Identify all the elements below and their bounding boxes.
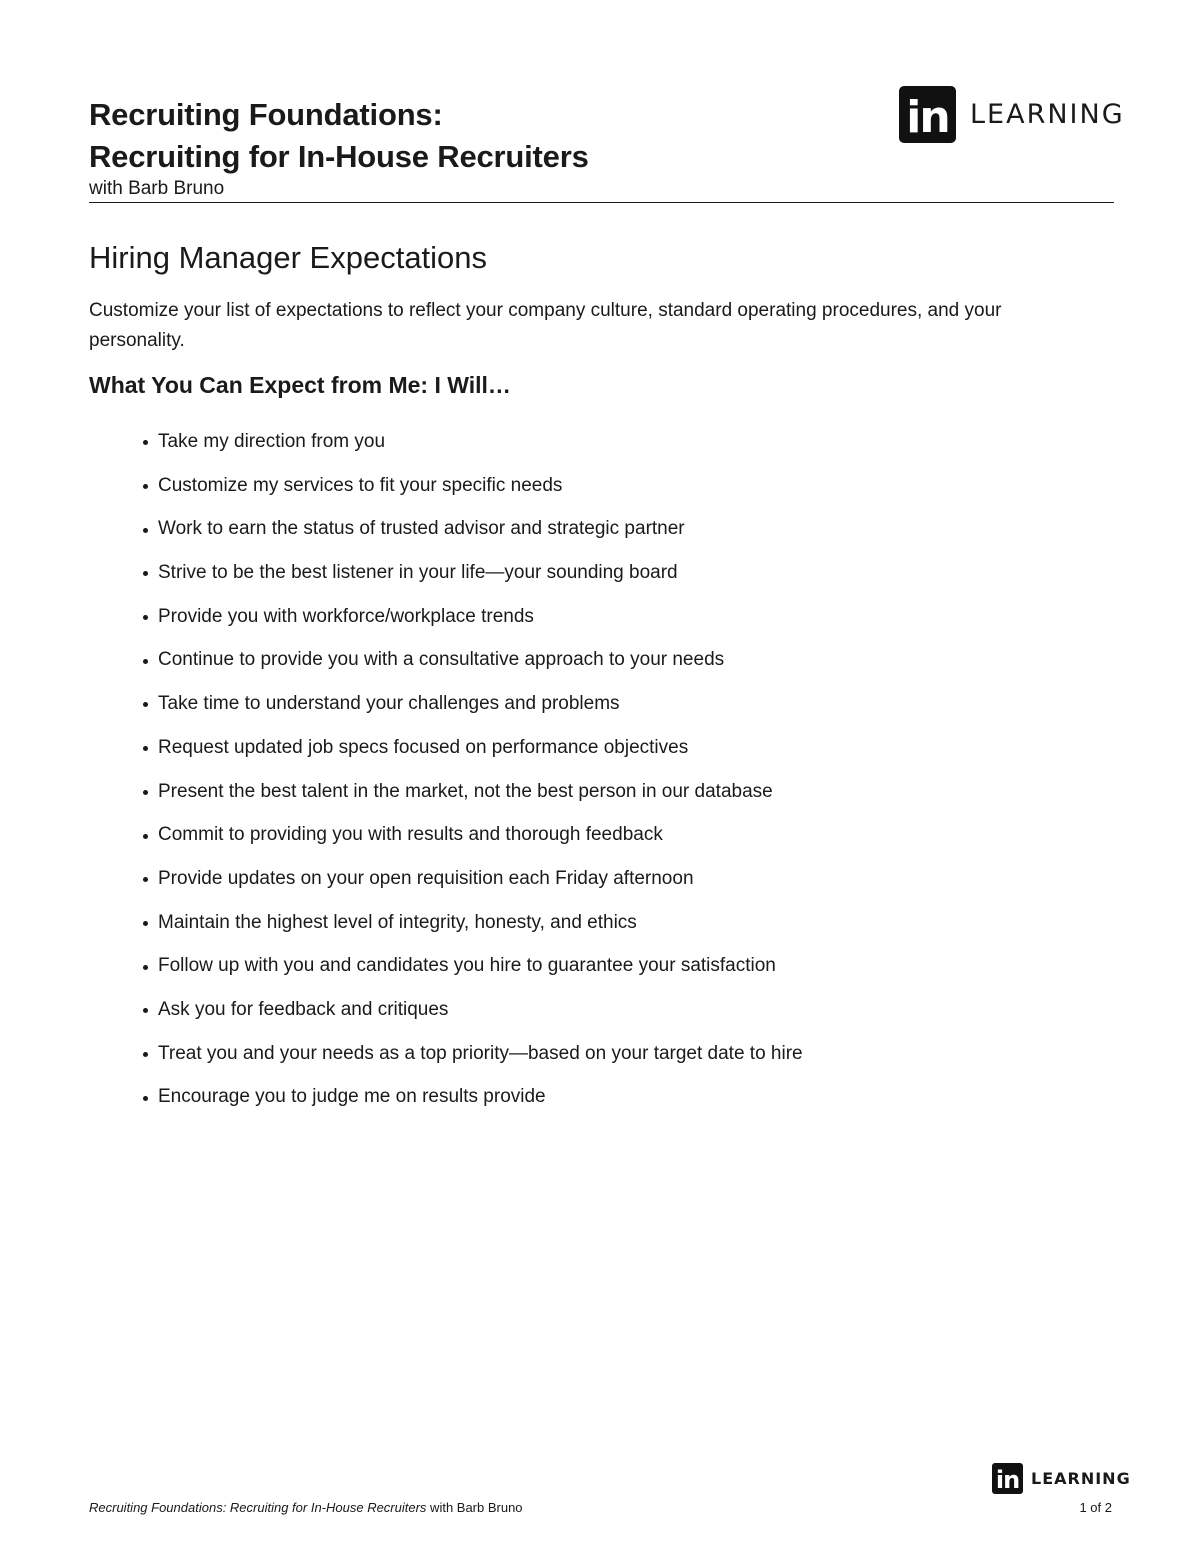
list-item-text: Follow up with you and candidates you hire to guarantee your satisfaction: [158, 955, 776, 977]
list-item: [143, 857, 803, 901]
list-item: [143, 901, 803, 945]
list-item-text: Provide you with workforce/workplace trends: [158, 605, 534, 627]
instructor-name: with Barb Bruno: [89, 178, 225, 199]
bullet-icon: [143, 746, 148, 751]
footer-logo: [992, 1463, 1131, 1494]
list-item-text: Work to earn the status of trusted advisor and strategic partner: [158, 518, 685, 540]
list-item-text: Take time to understand your challenges and problems: [158, 693, 620, 715]
course-title-line2: Recruiting for In-House Recruiters: [89, 139, 589, 174]
bullet-icon: [143, 1008, 148, 1013]
intro-paragraph: Customize your list of expectations to reflect your company culture, standard operating procedures, and your personality.: [89, 300, 1002, 351]
bullet-icon: [143, 921, 148, 926]
bullet-icon: [143, 702, 148, 707]
list-item: [143, 944, 803, 988]
footer-instructor: with Barb Bruno: [426, 1500, 523, 1515]
bullet-icon: [143, 484, 148, 489]
course-title-line1: Recruiting Foundations:: [89, 97, 443, 132]
list-item-text: Customize my services to fit your specific needs: [158, 474, 563, 496]
bullet-icon: [143, 528, 148, 533]
list-item: [143, 507, 803, 551]
linkedin-icon: [992, 1463, 1023, 1494]
bullet-icon: [143, 615, 148, 620]
footer-brand-word: LEARNING: [1031, 1469, 1131, 1488]
bullet-icon: [143, 877, 148, 882]
logo-text: in: [906, 92, 949, 143]
expectations-list: [143, 420, 803, 1119]
bullet-icon: [143, 1052, 148, 1057]
footer-logo-text: in: [995, 1466, 1020, 1494]
list-item-text: Encourage you to judge me on results provide: [158, 1086, 546, 1108]
list-item: [143, 988, 803, 1032]
list-item: [143, 1032, 803, 1076]
footer-course-title: Recruiting Foundations: Recruiting for In-House Recruiters: [89, 1500, 427, 1515]
brand-word: LEARNING: [970, 99, 1125, 130]
list-item-text: Request updated job specs focused on performance objectives: [158, 736, 689, 758]
list-item: [143, 1075, 803, 1119]
bullet-icon: [143, 571, 148, 576]
list-item-text: Continue to provide you with a consultative approach to your needs: [158, 649, 725, 671]
linkedin-learning-logo: [899, 86, 1125, 143]
page-number: 1 of 2: [1079, 1500, 1112, 1515]
list-item-text: Present the best talent in the market, not the best person in our database: [158, 780, 773, 802]
list-item-text: Provide updates on your open requisition each Friday afternoon: [158, 867, 694, 889]
list-item-text: Maintain the highest level of integrity, honesty, and ethics: [158, 911, 637, 933]
section-title: Hiring Manager Expectations: [89, 240, 488, 275]
list-item: [143, 595, 803, 639]
bullet-icon: [143, 790, 148, 795]
list-item-text: Ask you for feedback and critiques: [158, 998, 449, 1020]
list-item-text: Commit to providing you with results and thorough feedback: [158, 824, 663, 846]
header-divider: [89, 202, 1114, 203]
list-item-text: Take my direction from you: [158, 431, 386, 452]
bullet-icon: [143, 1096, 148, 1101]
list-item: [143, 551, 803, 595]
list-item: [143, 638, 803, 682]
bullet-icon: [143, 965, 148, 970]
bullet-icon: [143, 659, 148, 664]
bullet-icon: [143, 834, 148, 839]
list-item: [143, 813, 803, 857]
list-item: [143, 682, 803, 726]
bullet-icon: [143, 440, 148, 445]
list-item-text: Strive to be the best listener in your life—your sounding board: [158, 562, 678, 584]
list-item-text: Treat you and your needs as a top priority—based on your target date to hire: [158, 1042, 803, 1064]
list-item: [143, 464, 803, 508]
linkedin-icon: [899, 86, 956, 143]
footer-course-credit: [89, 1500, 523, 1515]
list-item: [143, 420, 803, 464]
list-item: [143, 770, 803, 814]
subheading: What You Can Expect from Me: I Will…: [89, 372, 511, 398]
list-item: [143, 726, 803, 770]
